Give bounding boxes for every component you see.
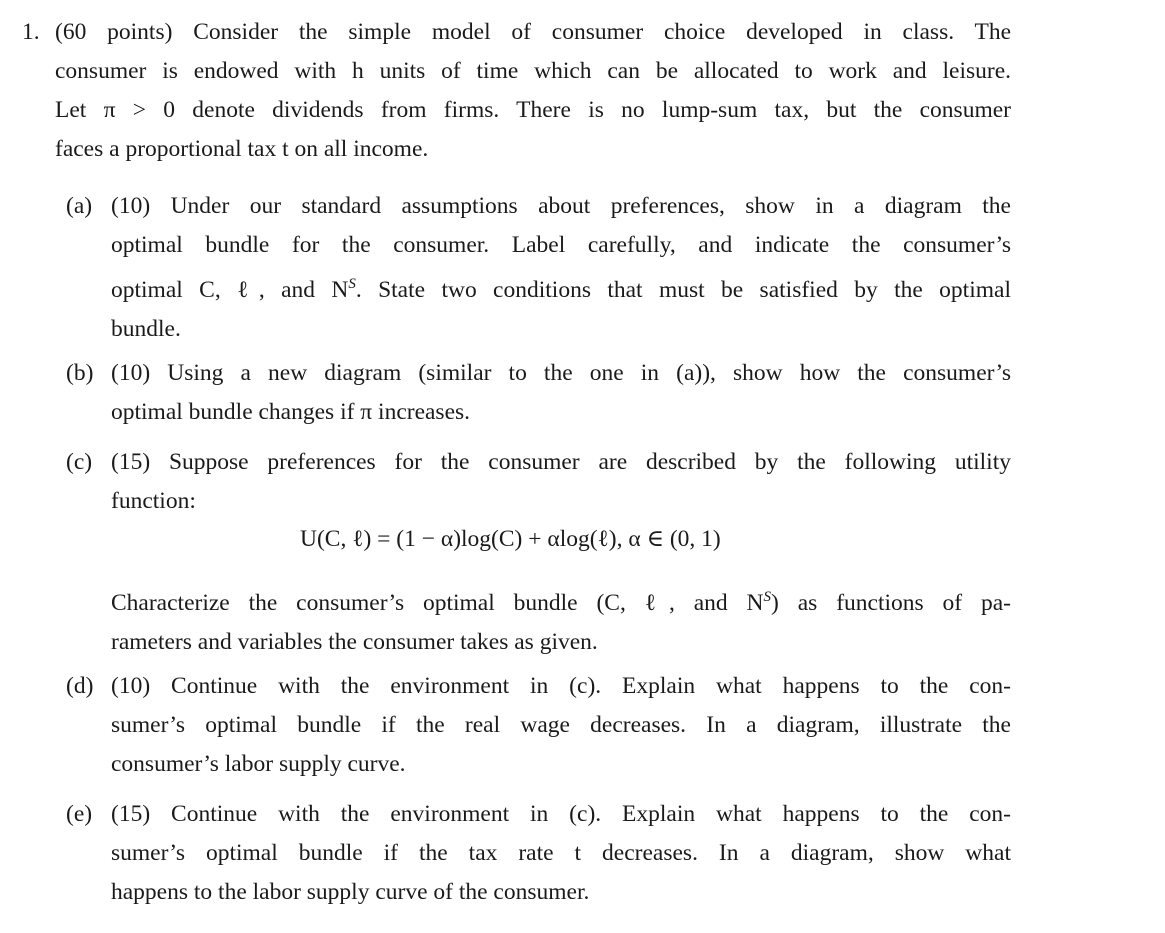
question-line: faces a proportional tax t on all income. [55, 136, 429, 162]
part-line: (10) Using a new diagram (similar to the one in (a)), show how the consumer’s [111, 360, 1011, 386]
part-text [111, 443, 1011, 521]
part-text [111, 667, 1011, 784]
part-line: Characterize the consumer’s optimal bundle (C, ℓ, and $N^S$) as functions of pa- [111, 589, 1011, 616]
part-line: function: [111, 488, 196, 514]
part-line: optimal C, ℓ, and $N^S$. State two conditions that must be satisfied by the optimal [111, 276, 1011, 303]
question-line: consumer is endowed with h units of time which can be allocated to work and leisure. [55, 58, 1011, 84]
part-line: (15) Suppose preferences for the consumer are described by the following utility [111, 449, 1011, 475]
part-line: rameters and variables the consumer takes as given. [111, 629, 598, 655]
part-line: consumer’s labor supply curve. [111, 751, 406, 777]
part-text [111, 795, 1011, 912]
part-label: (e) [66, 801, 93, 827]
part-line: (10) Continue with the environment in (c). Explain what happens to the con- [111, 673, 1011, 699]
part-label: (b) [66, 360, 94, 386]
part-line: bundle. [111, 316, 181, 342]
part-line: (15) Continue with the environment in (c). Explain what happens to the con- [111, 801, 1011, 827]
part-label: (a) [66, 193, 93, 219]
part-label: (d) [66, 673, 94, 699]
part-label: (c) [66, 449, 93, 475]
part-text [111, 578, 1011, 662]
question-line: Let π > 0 denote dividends from firms. There is no lump-sum tax, but the consumer [55, 97, 1011, 123]
part-text [111, 187, 1011, 349]
part-line: sumer’s optimal bundle if the real wage decreases. In a diagram, illustrate the [111, 712, 1011, 738]
part-line: (10) Under our standard assumptions about preferences, show in a diagram the [111, 193, 1011, 219]
question-intro [55, 13, 1011, 169]
question-number: 1. [22, 19, 40, 45]
question-line: (60 points) Consider the simple model of consumer choice developed in class. The [55, 19, 1011, 45]
part-line: optimal bundle changes if π increases. [111, 399, 471, 425]
part-line: happens to the labor supply curve of the consumer. [111, 879, 590, 905]
part-text [111, 354, 1011, 432]
part-line: optimal bundle for the consumer. Label carefully, and indicate the consumer’s [111, 232, 1011, 258]
utility-equation: U(C, ℓ) = (1 − α)log(C) + αlog(ℓ), α ∈ (0, 1) [300, 526, 721, 552]
part-line: sumer’s optimal bundle if the tax rate t decreases. In a diagram, show what [111, 840, 1011, 866]
